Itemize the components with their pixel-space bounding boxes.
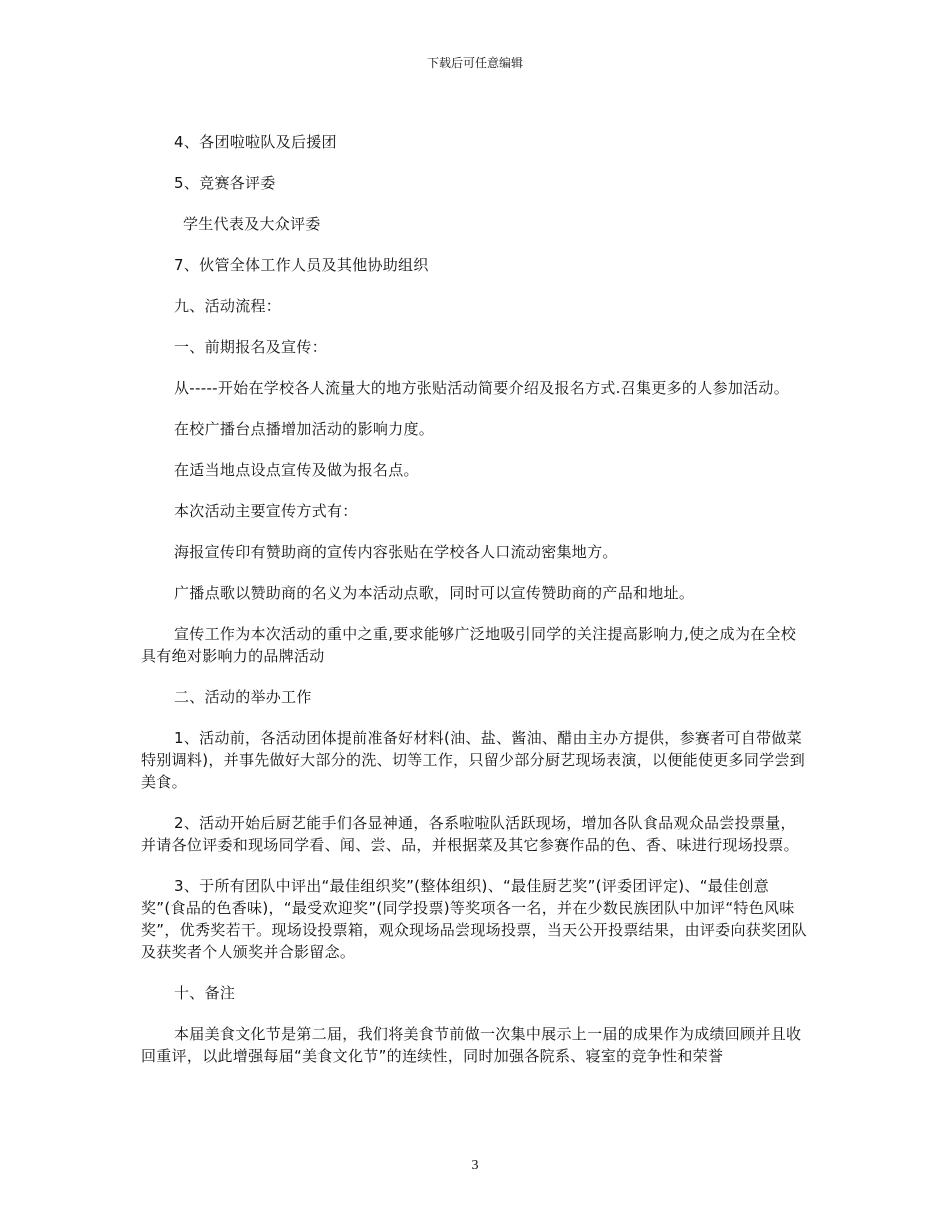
page-number: 3 — [471, 1158, 479, 1173]
section-heading-notes: 十、备注 — [174, 984, 236, 1002]
paragraph-during-event: 2、活动开始后厨艺能手们各显神通，各系啦啦队活跃现场，增加各队食品观众品尝投票量，并请各位评委和现场同学看、闻、尝、品，并根据菜及其它参赛作品的色、香、味进行现场投票。 — [141, 814, 799, 854]
paragraph-radio-songs: 广播点歌以赞助商的名义为本活动点歌，同时可以宣传赞助商的产品和地址。 — [174, 584, 695, 602]
paragraph-judges: 5、竞赛各评委 — [174, 174, 276, 192]
subheading-organization: 二、活动的举办工作 — [174, 688, 312, 706]
paragraph-radio: 在校广播台点播增加活动的影响力度。 — [174, 420, 435, 438]
paragraph-before-event: 1、活动前，各活动团体提前准备好材料(油、盐、酱油、醋由主办方提供，参赛者可自带做菜特别调料)，并事先做好大部分的洗、切等工作，只留少部分厨艺现场表演，以便能使更多同学尝到美食。 — [141, 729, 806, 791]
section-heading-process: 九、活动流程： — [174, 297, 282, 315]
paragraph-staff: 7、伙管全体工作人员及其他协助组织 — [174, 256, 429, 274]
document-body — [141, 131, 811, 1086]
paragraph-booth: 在适当地点设点宣传及做为报名点。 — [174, 461, 419, 479]
paragraph-cheer-teams: 4、各团啦啦队及后援团 — [174, 133, 337, 151]
paragraph-publicity-importance: 宣传工作为本次活动的重中之重,要求能够广泛地吸引同学的关注提高影响力,使之成为在全校具有绝对影响力的品牌活动 — [141, 625, 797, 665]
paragraph-student-reps: 学生代表及大众评委 — [183, 215, 321, 233]
paragraph-awards: 3、于所有团队中评出“最佳组织奖”(整体组织)、“最佳厨艺奖”(评委团评定)、“最佳创意奖”(食品的色香味)，“最受欢迎奖”(同学投票)等奖项各一名，并在少数民族团队中加评“特色风味奖”，优秀奖若干。现场设投票箱，观众现场品尝现场投票，当天公开投票结果，由评委向获奖团队及获奖者个人颁奖并合影留念。 — [141, 877, 807, 961]
paragraph-posters: 海报宣传印有赞助商的宣传内容张贴在学校各人口流动密集地方。 — [174, 543, 618, 561]
subheading-registration: 一、前期报名及宣传： — [174, 338, 328, 356]
page-header: 下载后可任意编辑 — [426, 56, 523, 70]
paragraph-methods-intro: 本次活动主要宣传方式有： — [174, 502, 358, 520]
paragraph-notes: 本届美食文化节是第二届，我们将美食节前做一次集中展示上一届的成果作为成绩回顾并且收回重评，以此增强每届“美食文化节”的连续性，同时加强各院系、寝室的竞争性和荣誉 — [141, 1025, 802, 1065]
paragraph-posting: 从-----开始在学校各人流量大的地方张贴活动简要介绍及报名方式.召集更多的人参加活动。 — [174, 379, 790, 397]
